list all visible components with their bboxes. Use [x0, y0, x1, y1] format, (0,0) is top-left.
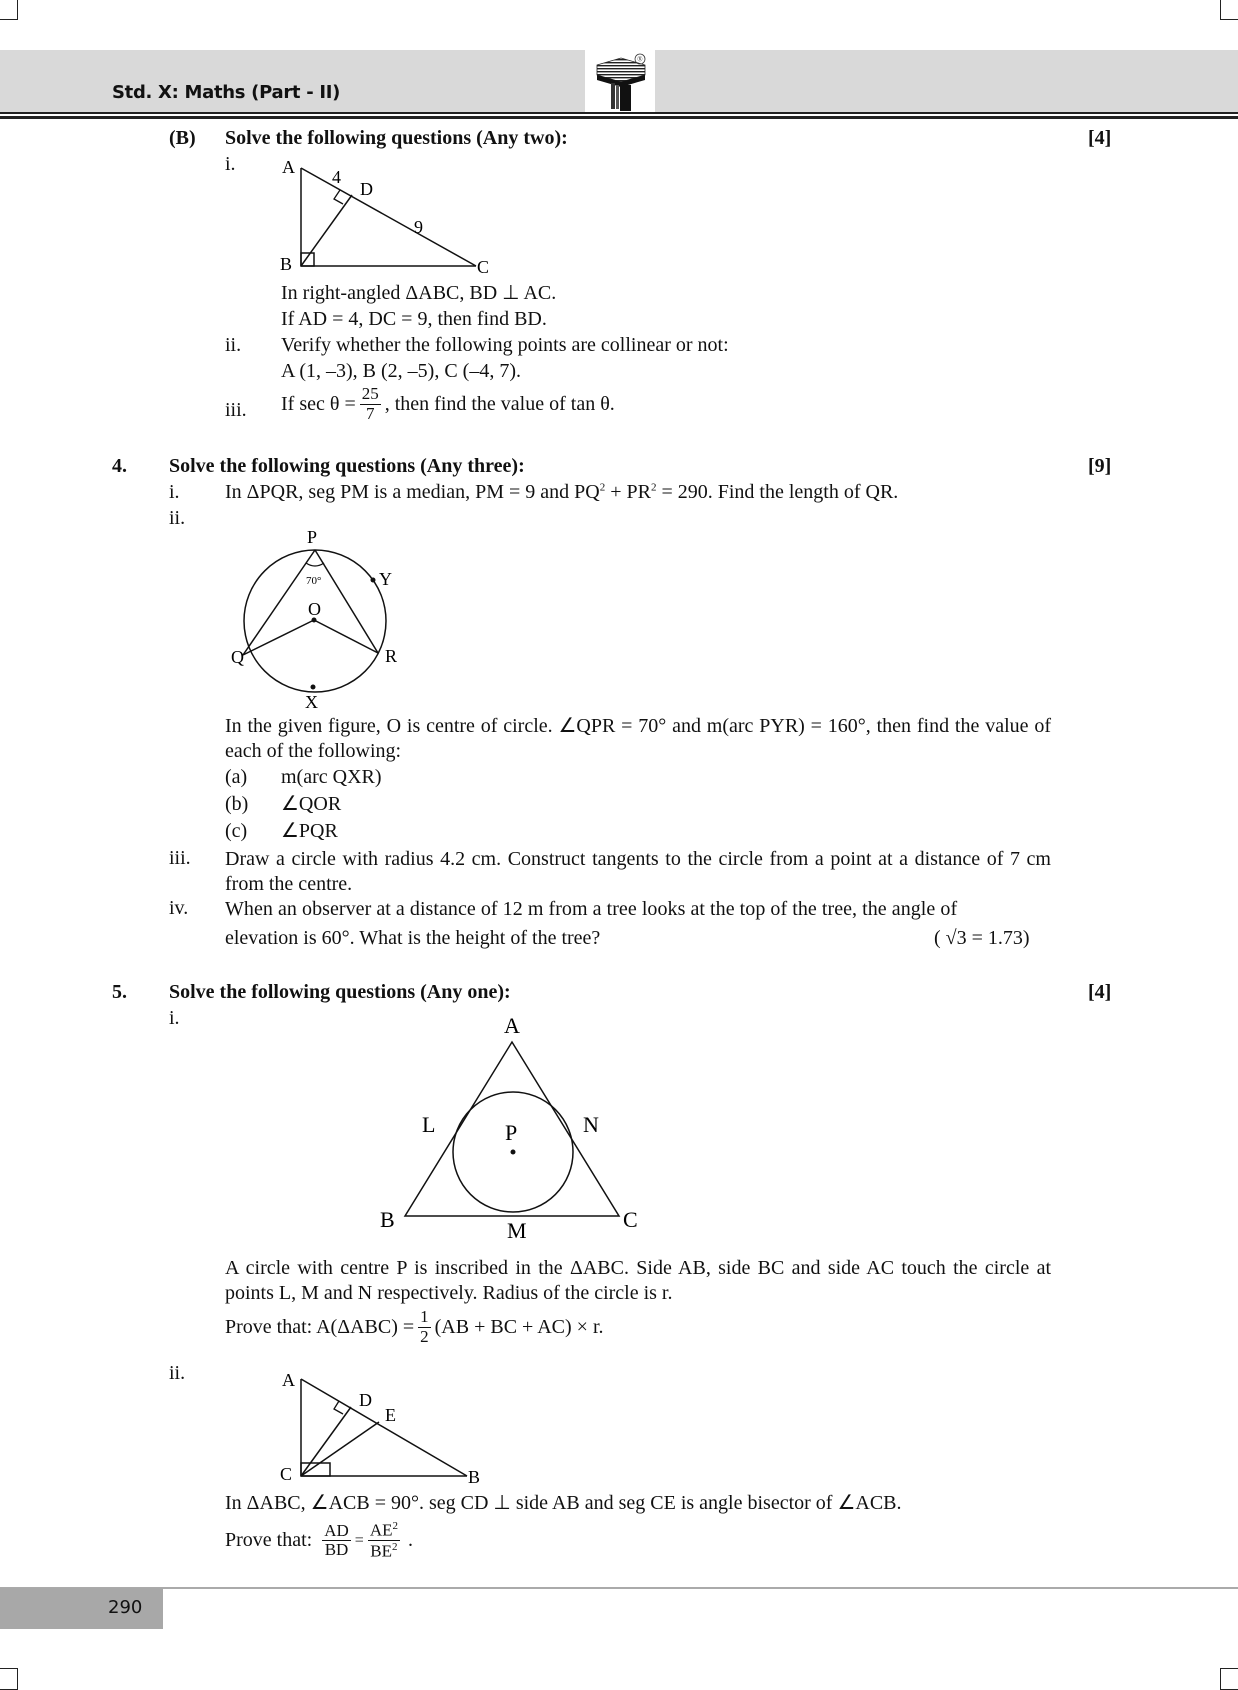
question-number: iii. — [169, 847, 191, 869]
svg-text:®: ® — [637, 55, 643, 64]
footer-rule — [0, 1587, 1238, 1589]
incircle-triangle-figure — [370, 1005, 670, 1245]
svg-text:C: C — [623, 1207, 638, 1232]
section-heading: Solve the following questions (Any one): — [169, 981, 511, 1003]
question-number: ii. — [169, 1362, 186, 1384]
question-text: Verify whether the following points are collinear or not: — [281, 334, 729, 356]
svg-text:M: M — [507, 1218, 527, 1243]
question-text: In the given figure, O is centre of circle. ∠QPR = 70° and m(arc PYR) = 160°, then find the value of each of the following: — [225, 715, 1051, 762]
svg-text:X: X — [305, 692, 318, 712]
svg-text:9: 9 — [414, 217, 423, 237]
svg-text:P: P — [505, 1120, 518, 1145]
svg-text:C: C — [477, 257, 490, 277]
prove-statement: Prove that: A(ΔABC) = $\frac{1}{2}$ (AB + BC + AC) × r. — [225, 1307, 604, 1346]
svg-text:P: P — [307, 527, 318, 547]
question-text: In ΔPQR, seg PM is a median, PM = 9 and $PQ^2 + PR^2 = 290$. Find the length of QR. — [225, 481, 899, 503]
svg-text:R: R — [385, 646, 398, 666]
svg-text:Q: Q — [231, 647, 244, 667]
section-label: (B) — [169, 127, 196, 149]
fraction-ae2-be2: $\frac{AE^2}{BE^2}$ — [369, 1520, 398, 1561]
question-text: In ΔABC, ∠ACB = 90°. seg CD ⊥ side AB and seg CE is angle bisector of ∠ACB. — [225, 1492, 902, 1514]
section-heading: Solve the following questions (Any three): — [169, 455, 525, 477]
question-text: A (1, –3), B (2, –5), C (–4, 7). — [281, 360, 521, 382]
header-rule-thin — [0, 112, 1238, 114]
fraction: $\frac{25}{7}$ — [361, 384, 379, 423]
question-number: i. — [225, 153, 236, 175]
svg-text:70°: 70° — [306, 575, 322, 587]
question-text: If sec θ = $\frac{25}{7}$ , then find the value of tan θ. — [281, 384, 615, 423]
question-number: i. — [169, 481, 180, 503]
svg-text:B: B — [468, 1467, 481, 1485]
svg-text:A: A — [504, 1013, 520, 1038]
question-number: 5. — [112, 981, 127, 1003]
fraction-ad-bd: $\frac{AD}{BD}$ — [324, 1520, 349, 1560]
svg-text:Y: Y — [379, 569, 392, 589]
svg-text:E: E — [385, 1405, 396, 1425]
right-triangle-figure — [270, 155, 500, 280]
question-number: iii. — [225, 399, 247, 421]
publisher-logo — [585, 47, 655, 112]
question-text: elevation is 60°. What is the height of the tree? — [225, 927, 601, 949]
part-text: ∠QOR — [281, 793, 342, 815]
question-number: 4. — [112, 455, 127, 477]
prove-statement: Prove that: $\frac{AD}{BD}$ = $\frac{AE^2}{BE^2}$ . — [225, 1520, 413, 1561]
fraction: $\frac{1}{2}$ — [420, 1307, 429, 1346]
svg-text:L: L — [422, 1112, 436, 1137]
question-number: ii. — [169, 507, 186, 529]
part-label: (a) — [225, 766, 248, 788]
svg-text:B: B — [280, 254, 293, 274]
t-logo-icon — [585, 47, 655, 112]
angle-bisector-triangle-figure — [270, 1370, 500, 1485]
question-text: A circle with centre P is inscribed in the ΔABC. Side AB, side BC and side AC touch the circle at points L, M and N respectively. Radius of the circle is r. — [225, 1257, 1051, 1304]
svg-text:N: N — [583, 1112, 599, 1137]
crop-mark-bottom-right — [1220, 1668, 1238, 1690]
section-heading: Solve the following questions (Any two): — [225, 127, 568, 149]
section-marks: [4] — [1088, 981, 1112, 1003]
part-text: m(arc QXR) — [281, 766, 382, 788]
section-marks: [4] — [1088, 127, 1112, 149]
section-marks: [9] — [1088, 455, 1112, 477]
crop-mark-top-left — [0, 0, 18, 20]
question-number: iv. — [169, 897, 189, 919]
svg-text:C: C — [280, 1464, 293, 1484]
question-text: If AD = 4, DC = 9, then find BD. — [281, 308, 547, 330]
header-rule-thick — [0, 116, 1238, 119]
page-header-title: Std. X: Maths (Part - II) — [112, 82, 341, 103]
question-text: Draw a circle with radius 4.2 cm. Construct tangents to the circle from a point at a distance of 7 cm from the centre. — [225, 848, 1051, 895]
crop-mark-top-right — [1220, 0, 1238, 20]
svg-text:A: A — [282, 157, 295, 177]
question-number: ii. — [225, 334, 242, 356]
svg-text:D: D — [359, 1390, 372, 1410]
part-label: (c) — [225, 820, 248, 842]
crop-mark-bottom-left — [0, 1668, 18, 1690]
question-text: When an observer at a distance of 12 m from a tree looks at the top of the tree, the angle of — [225, 898, 958, 920]
svg-text:4: 4 — [332, 167, 341, 187]
question-number: i. — [169, 1007, 180, 1029]
circle-figure — [225, 525, 415, 715]
svg-text:D: D — [360, 179, 373, 199]
page-number: 290 — [108, 1597, 143, 1618]
part-label: (b) — [225, 793, 249, 815]
hint-text: ( √3 = 1.73) — [934, 927, 1030, 949]
svg-text:B: B — [380, 1207, 395, 1232]
svg-text:O: O — [308, 599, 321, 619]
part-text: ∠PQR — [281, 820, 338, 842]
svg-text:A: A — [282, 1370, 295, 1390]
question-text: In right-angled ΔABC, BD ⊥ AC. — [281, 282, 557, 304]
